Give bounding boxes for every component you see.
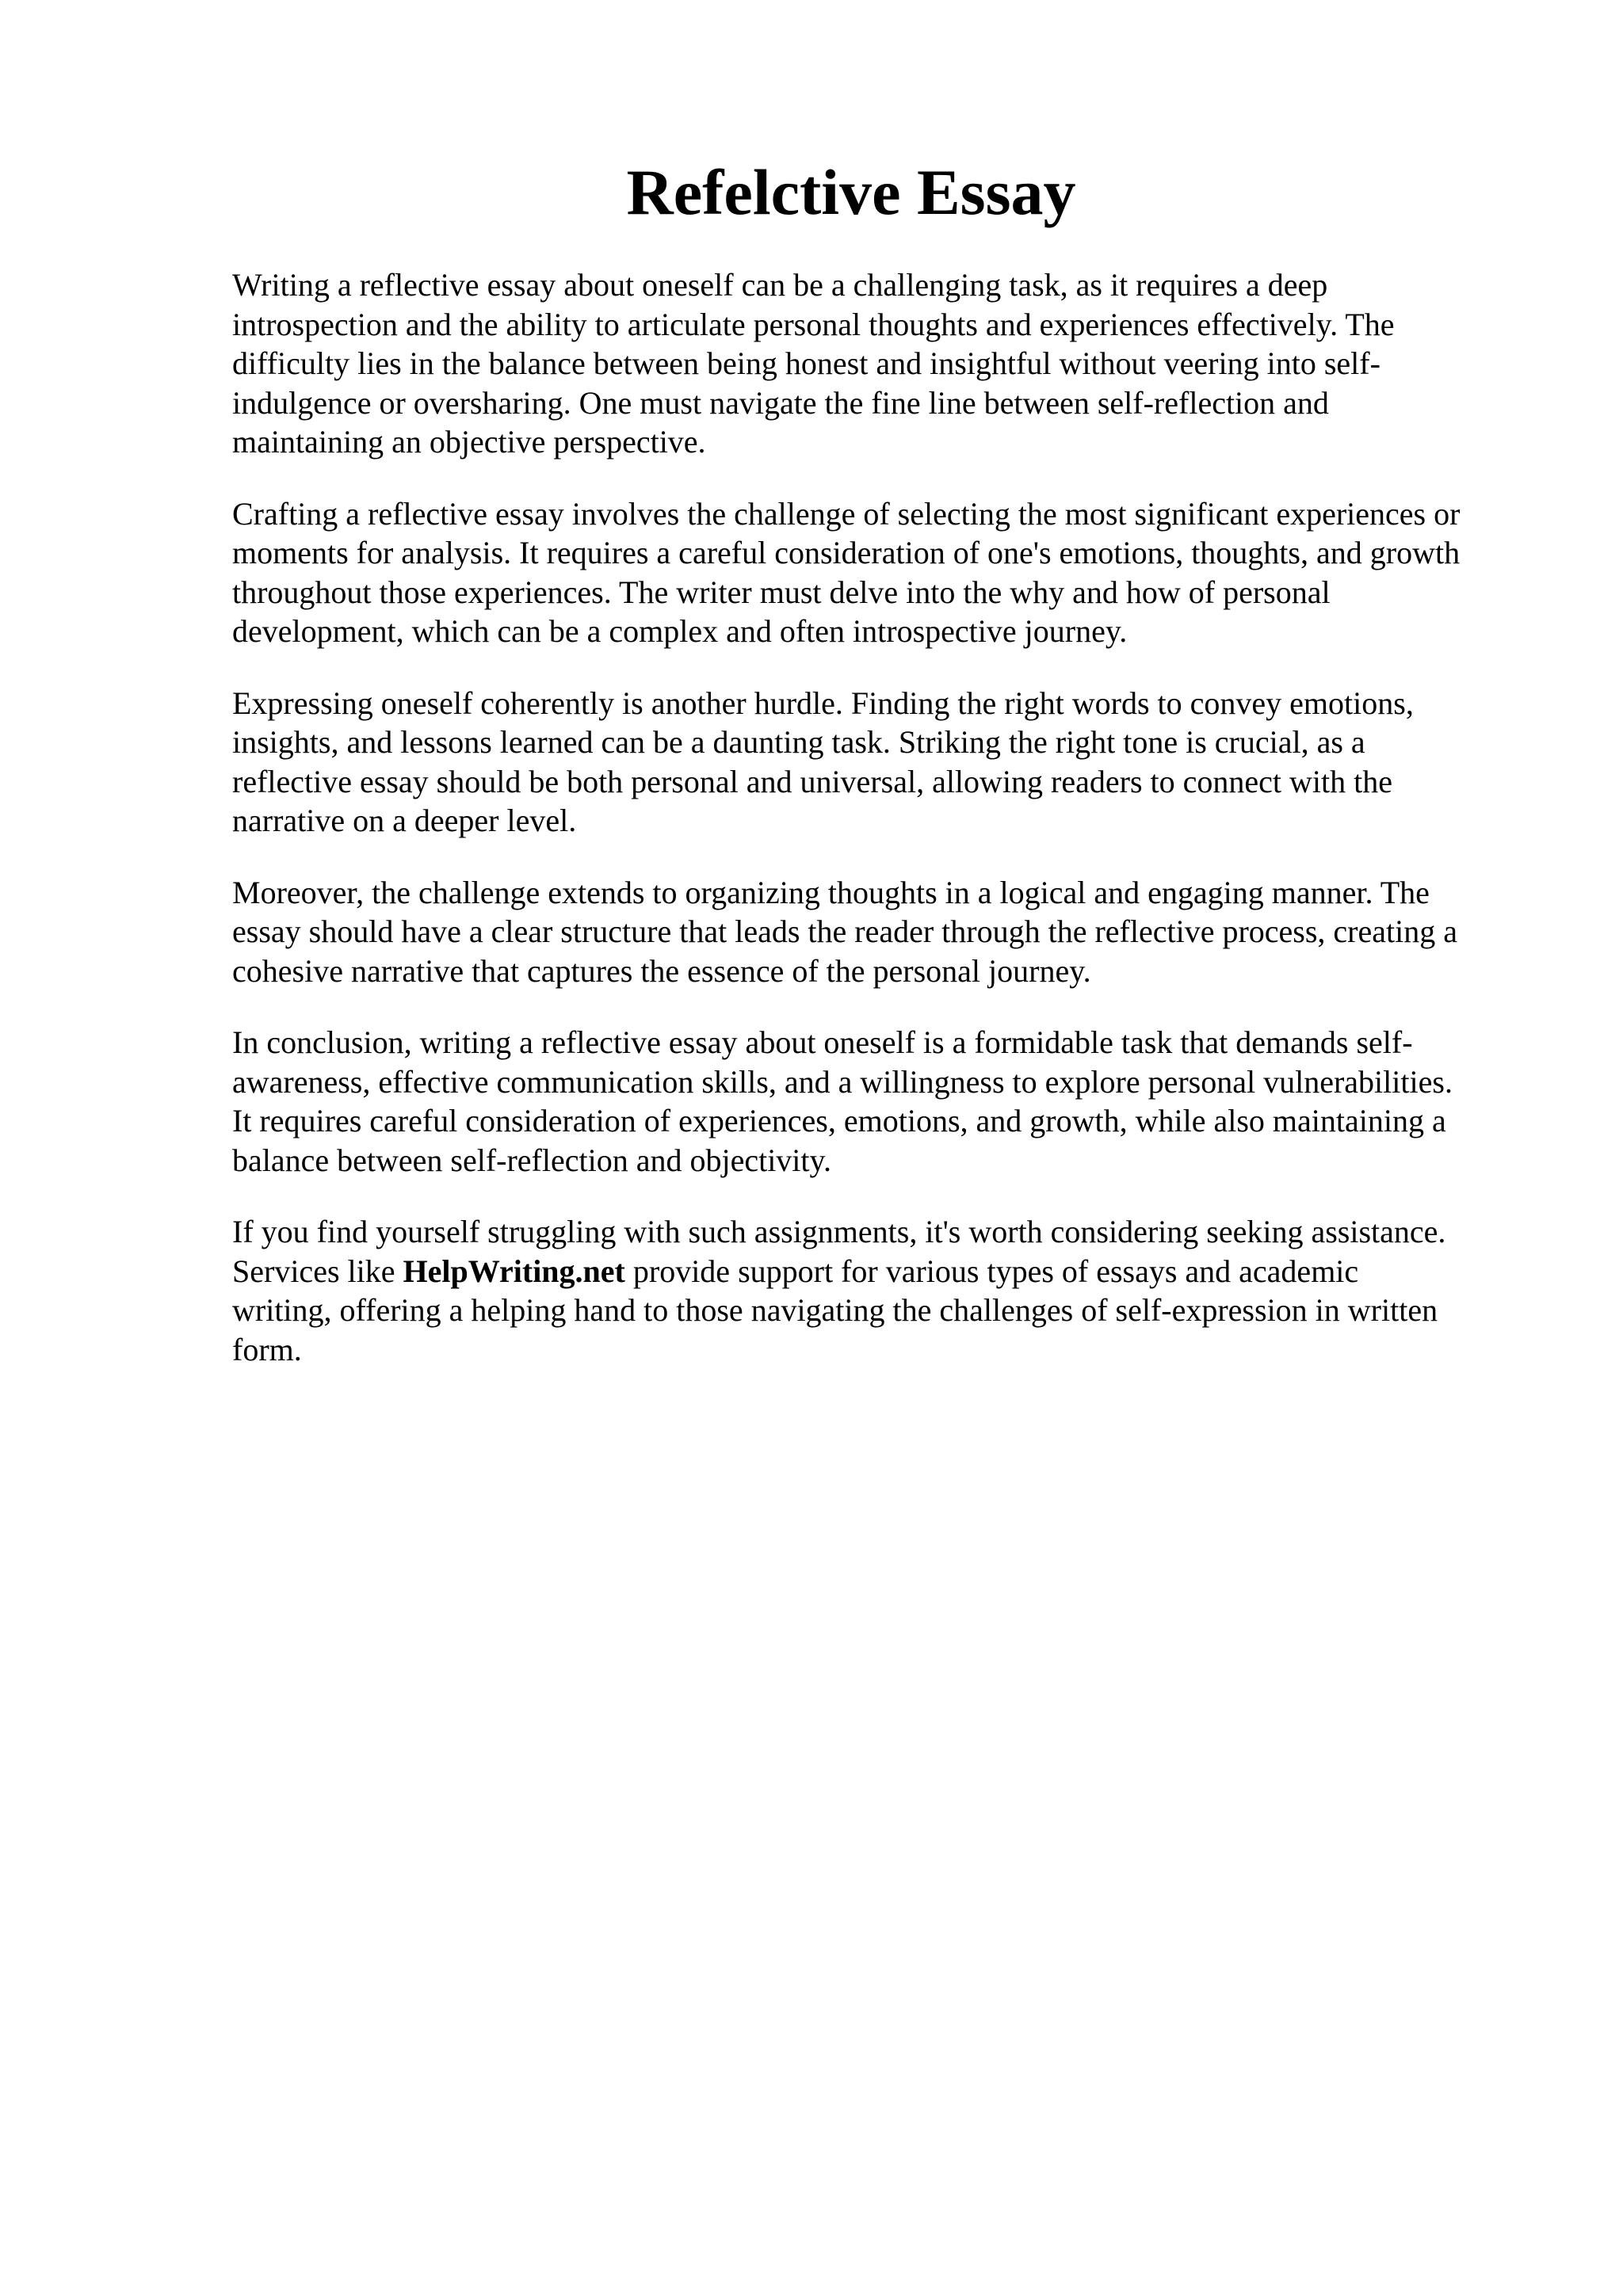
paragraph-6-before: If you find yourself struggling with such assignments, it's worth considering seeking assistance. Services like <box>232 1214 1446 1289</box>
paragraph-6 <box>232 1212 1564 1369</box>
essay-body <box>232 265 1564 1402</box>
paragraph-6-after: provide support for various types of essays and academic writing, offering a helping hand to those navigating the challenges of self-expression in written form. <box>232 1253 1438 1367</box>
page-title: Refelctive Essay <box>626 156 1076 228</box>
paragraph-5: In conclusion, writing a reflective essay about oneself is a formidable task that demands self- awareness, effective communication skills, and a willingness to explore personal vulnerabilities. It requires careful consideration of experiences, emotions, and growth, while also maintaining a balance between self-reflection and objectivity. <box>232 1024 1453 1178</box>
paragraph-2: Crafting a reflective essay involves the challenge of selecting the most significant experiences or moments for analysis. It requires a careful consideration of one's emotions, thoughts, and growth throughout those experiences. The writer must delve into the why and how of personal development, which can be a complex and often introspective journey. <box>232 495 1461 649</box>
helpwriting-link[interactable]: HelpWriting.net <box>403 1253 625 1289</box>
paragraph-1: Writing a reflective essay about oneself can be a challenging task, as it requires a deep introspection and the ability to articulate personal thoughts and experiences effectively. The difficulty lies in the balance between being honest and insightful without veering into self- indulgence or oversharing. One must navigate the fine line between self-reflection and maintaining an objective perspective. <box>232 267 1395 460</box>
paragraph-4: Moreover, the challenge extends to organizing thoughts in a logical and engaging manner. The essay should have a clear structure that leads the reader through the reflective process, creating a cohesive narrative that captures the essence of the personal journey. <box>232 874 1457 989</box>
paragraph-3: Expressing oneself coherently is another hurdle. Finding the right words to convey emotions, insights, and lessons learned can be a daunting task. Striking the right tone is crucial, as a reflective essay should be both personal and universal, allowing readers to connect with the narrative on a deeper level. <box>232 685 1414 838</box>
